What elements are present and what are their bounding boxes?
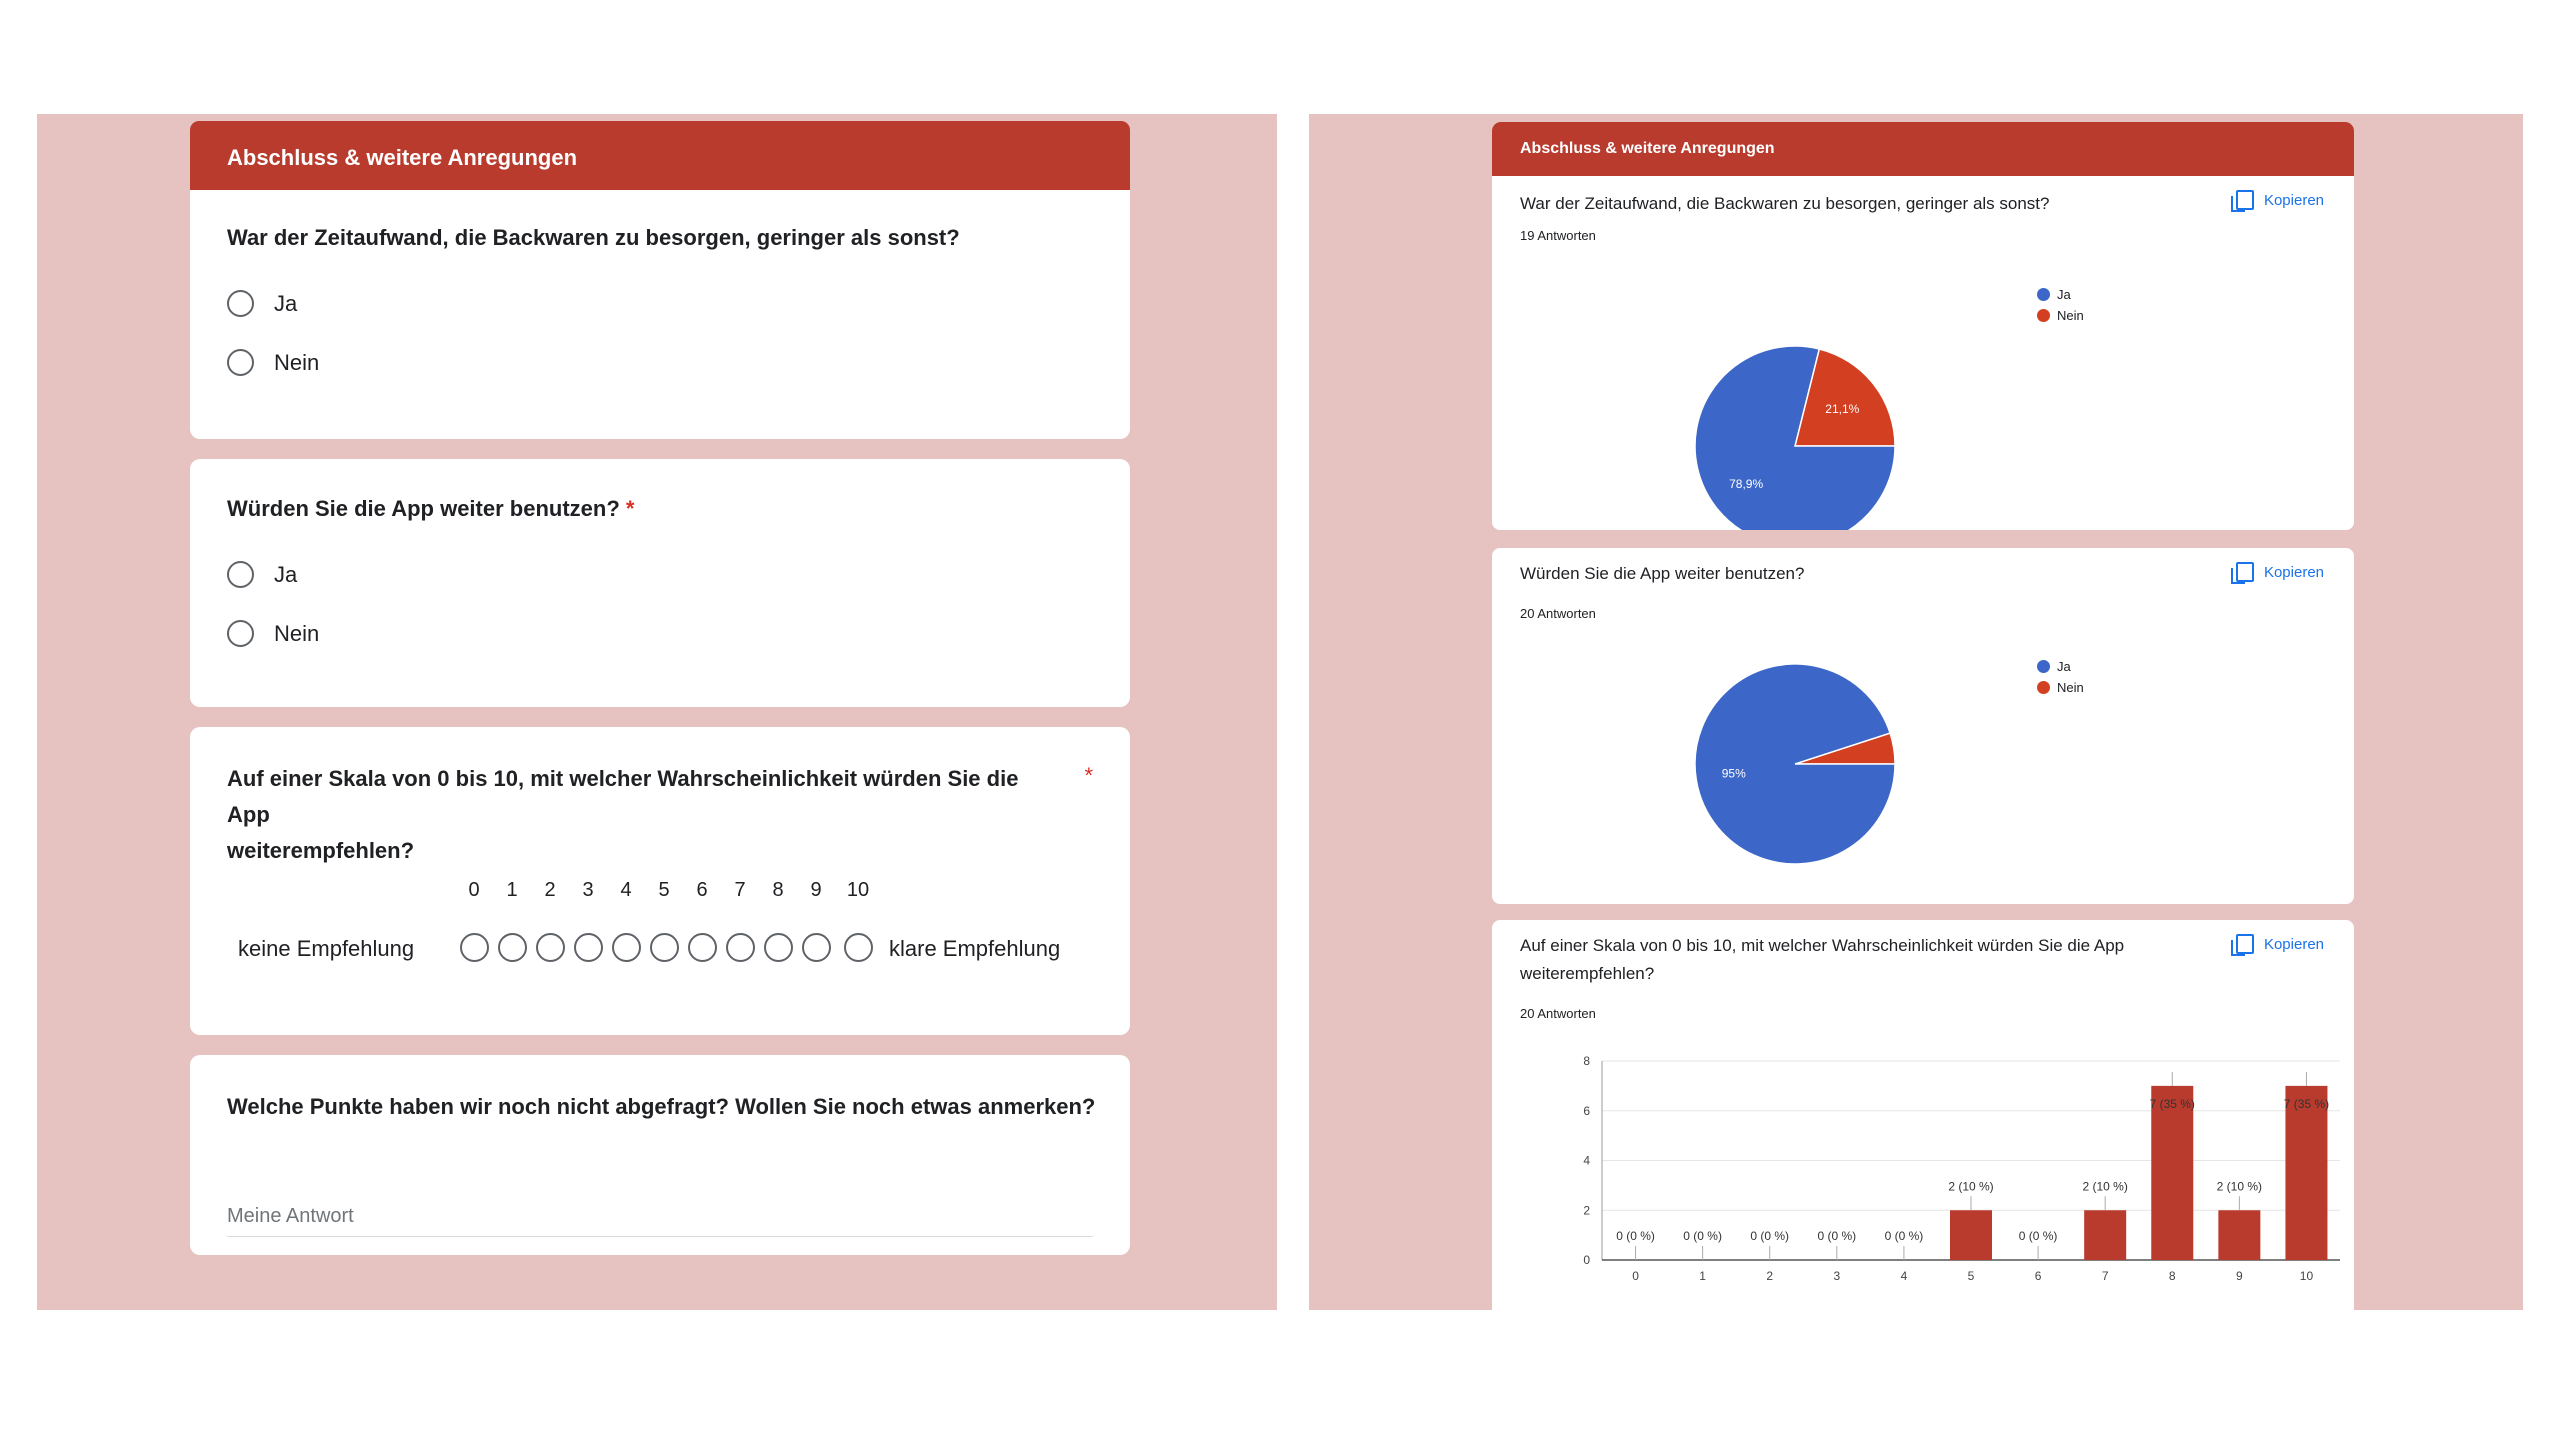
option-nein[interactable] <box>227 620 319 647</box>
chart-legend <box>2037 656 2084 698</box>
form-section-title: Abschluss & weitere Anregungen <box>227 145 578 170</box>
bar-value-label: 7 (35 %) <box>2283 1096 2330 1111</box>
radio-button[interactable] <box>227 620 254 647</box>
scale-radio-8[interactable] <box>764 933 793 962</box>
scale-radio-2[interactable] <box>536 933 565 962</box>
copy-label: Kopieren <box>2263 191 2324 209</box>
x-tick-label: 2 <box>1766 1269 1774 1283</box>
option-label: Ja <box>274 290 298 316</box>
scale-number-5: 5 <box>658 879 670 901</box>
scale-number-9: 9 <box>810 879 822 901</box>
bar-value-label: 2 (10 %) <box>1948 1179 1994 1194</box>
x-tick-label: 9 <box>2236 1269 2243 1283</box>
x-tick-label: 5 <box>1967 1269 1975 1283</box>
legend-item-ja: Ja <box>2037 656 2084 677</box>
scale-radio-1[interactable] <box>498 933 527 962</box>
option-label: Nein <box>274 349 320 375</box>
bar-value-label: 2 (10 %) <box>2216 1179 2263 1194</box>
scale-radio-10[interactable] <box>844 933 873 962</box>
question-text: Würden Sie die App weiter benutzen? * <box>227 496 635 521</box>
bar-value-label: 2 (10 %) <box>2082 1179 2128 1194</box>
option-label: Ja <box>274 561 298 587</box>
bar-value-label: 0 (0 %) <box>1683 1229 1722 1243</box>
scale-low-label: keine Empfehlung <box>238 936 415 961</box>
bar-chart <box>1492 920 2354 1310</box>
results-section-header <box>1492 122 2354 177</box>
x-tick-label: 6 <box>2034 1269 2042 1283</box>
copy-label: Kopieren <box>2263 935 2324 953</box>
scale-number-10: 10 <box>846 879 870 901</box>
result-card-time <box>1492 176 2354 530</box>
result-card-continue <box>1492 548 2354 904</box>
scale-number-2: 2 <box>544 879 556 901</box>
y-tick-label: 6 <box>1583 1103 1590 1118</box>
required-marker: * <box>1084 763 1093 788</box>
result-question: Würden Sie die App weiter benutzen? <box>1520 564 1805 583</box>
radio-button[interactable] <box>227 349 254 376</box>
x-tick-label: 7 <box>2101 1269 2109 1283</box>
scale-number-4: 4 <box>620 879 632 901</box>
scale-radio-4[interactable] <box>612 933 641 962</box>
legend-item-nein: Nein <box>2037 677 2084 698</box>
bar-value-label: 0 (0 %) <box>1884 1229 1924 1243</box>
bar-7 <box>2084 1210 2126 1260</box>
copy-label: Kopieren <box>2263 563 2324 581</box>
pie-label-ja: 78,9% <box>1729 477 1764 492</box>
required-marker: * <box>625 496 635 521</box>
bar-value-label: 0 (0 %) <box>2018 1229 2058 1243</box>
response-count: 19 Antworten <box>1520 228 1596 243</box>
radio-button[interactable] <box>227 561 254 588</box>
scale-radio-0[interactable] <box>460 933 489 962</box>
y-tick-label: 4 <box>1583 1153 1590 1168</box>
legend-swatch <box>2037 681 2050 694</box>
scale-high-label: klare Empfehlung <box>889 936 1061 961</box>
results-section-title: Abschluss & weitere Anregungen <box>1520 140 1775 157</box>
question-card-time <box>190 190 1130 439</box>
x-tick-label: 8 <box>2168 1269 2176 1283</box>
scale-number-1: 1 <box>506 879 518 901</box>
bar-10 <box>2283 1086 2330 1260</box>
response-count: 20 Antworten <box>1520 606 1596 621</box>
response-count: 20 Antworten <box>1520 1006 1596 1021</box>
question-text: Auf einer Skala von 0 bis 10, mit welcher Wahrscheinlichkeit würden Sie die App weiterempfehlen? <box>227 766 1019 863</box>
bar-value-label: 7 (35 %) <box>2149 1096 2195 1111</box>
legend-swatch <box>2037 309 2050 322</box>
legend-item-nein: Nein <box>2037 305 2084 326</box>
legend-swatch <box>2037 660 2050 673</box>
x-tick-label: 0 <box>1632 1269 1639 1283</box>
bar-value-label: 0 (0 %) <box>1750 1229 1790 1243</box>
scale-number-8: 8 <box>772 879 784 901</box>
question-text: Welche Punkte haben wir noch nicht abgefragt? Wollen Sie noch etwas anmerken? <box>227 1094 1096 1119</box>
result-card-scale <box>1492 920 2354 1310</box>
scale-number-0: 0 <box>468 879 480 901</box>
scale-number-7: 7 <box>734 879 746 901</box>
scale-number-3: 3 <box>582 879 594 901</box>
y-tick-label: 2 <box>1583 1203 1590 1218</box>
question-text: War der Zeitaufwand, die Backwaren zu besorgen, geringer als sonst? <box>227 225 960 250</box>
pie-label-nein: 21,1% <box>1825 402 1860 417</box>
option-nein[interactable] <box>227 349 319 376</box>
x-tick-label: 3 <box>1833 1269 1841 1283</box>
question-card-scale <box>190 727 1130 1035</box>
option-ja[interactable] <box>227 561 297 588</box>
x-tick-label: 10 <box>2299 1269 2314 1283</box>
form-section-header <box>190 121 1130 191</box>
result-question: War der Zeitaufwand, die Backwaren zu besorgen, geringer als sonst? <box>1520 194 2050 213</box>
results-panel <box>1309 114 2523 1310</box>
scale-radio-6[interactable] <box>688 933 717 962</box>
scale-radio-7[interactable] <box>726 933 755 962</box>
question-card-continue <box>190 459 1130 707</box>
question-card-comment <box>190 1055 1130 1255</box>
scale-number-6: 6 <box>696 879 708 901</box>
pie-slice-ja <box>1695 664 1895 864</box>
y-tick-label: 0 <box>1583 1253 1590 1267</box>
bar-value-label: 0 (0 %) <box>1616 1229 1655 1243</box>
radio-button[interactable] <box>227 290 254 317</box>
pie-chart <box>1492 548 2354 904</box>
form-panel <box>37 114 1277 1310</box>
scale-radio-5[interactable] <box>650 933 679 962</box>
x-tick-label: 4 <box>1900 1269 1908 1283</box>
bar-9 <box>2218 1210 2260 1260</box>
bar-value-label: 0 (0 %) <box>1817 1229 1857 1243</box>
scale-radio-9[interactable] <box>802 933 831 962</box>
legend-swatch <box>2037 288 2050 301</box>
x-tick-label: 1 <box>1699 1269 1706 1283</box>
pie-label-ja: 95% <box>1721 766 1746 781</box>
y-tick-label: 8 <box>1583 1054 1590 1068</box>
legend-item-ja: Ja <box>2037 284 2084 305</box>
scale-radio-3[interactable] <box>574 933 603 962</box>
option-ja[interactable] <box>227 290 297 317</box>
bar-5 <box>1950 1210 1992 1260</box>
bar-8 <box>2151 1086 2193 1260</box>
answer-input[interactable]: Meine Antwort <box>227 1205 1093 1237</box>
result-question: Auf einer Skala von 0 bis 10, mit welcher Wahrscheinlichkeit würden Sie die App weiterempfehlen? <box>1520 936 2125 983</box>
chart-legend <box>2037 284 2084 326</box>
option-label: Nein <box>274 620 320 646</box>
pie-chart <box>1492 176 2354 530</box>
